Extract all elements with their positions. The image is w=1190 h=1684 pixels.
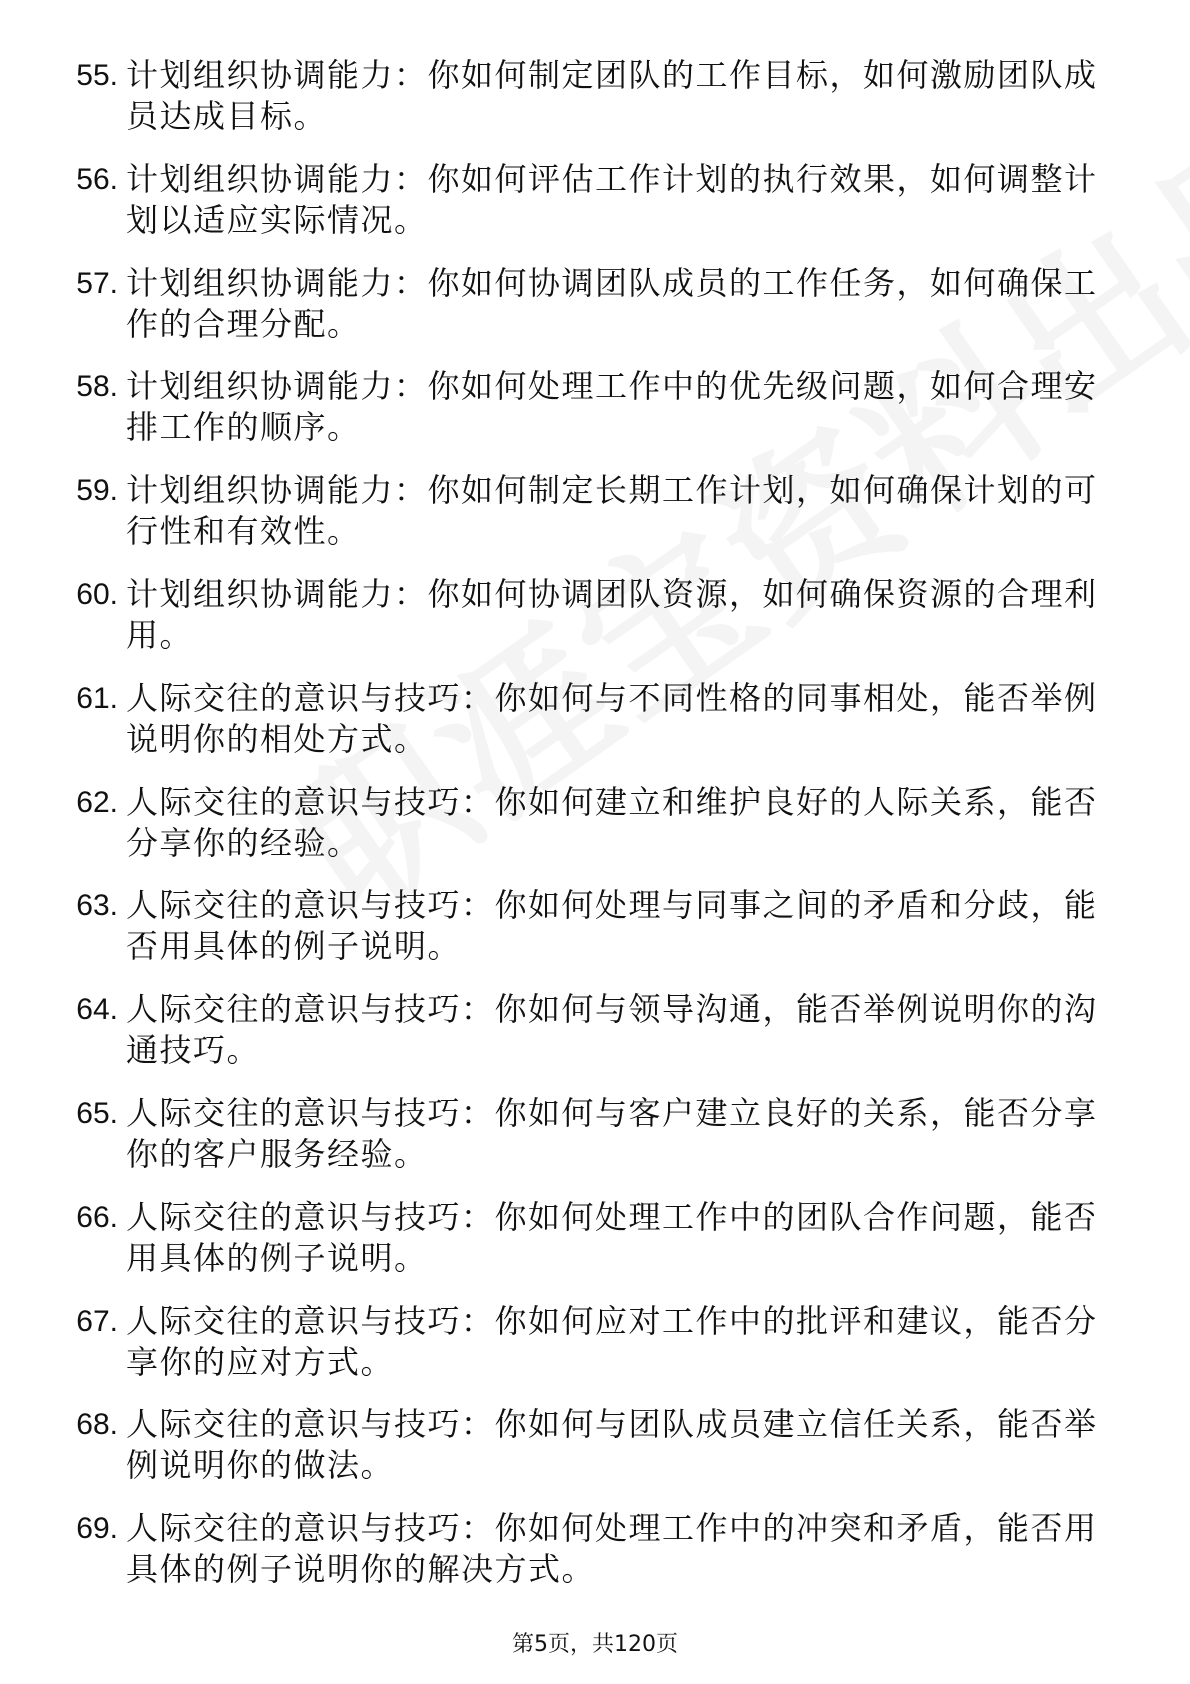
question-text: 人际交往的意识与技巧：你如何处理工作中的团队合作问题，能否用具体的例子说明。 <box>126 1197 1098 1277</box>
question-text: 人际交往的意识与技巧：你如何与客户建立良好的关系，能否分享你的客户服务经验。 <box>126 1093 1098 1173</box>
question-number: 56. <box>76 162 118 196</box>
question-number: 66. <box>76 1200 118 1234</box>
question-item <box>0 782 1190 864</box>
question-number: 62. <box>76 785 118 819</box>
question-item <box>0 1197 1190 1279</box>
question-item <box>0 263 1190 345</box>
question-text: 人际交往的意识与技巧：你如何应对工作中的批评和建议，能否分享你的应对方式。 <box>126 1301 1098 1381</box>
question-item <box>0 470 1190 552</box>
question-text: 人际交往的意识与技巧：你如何处理工作中的冲突和矛盾，能否用具体的例子说明你的解决方式。 <box>126 1509 1098 1589</box>
question-item <box>0 574 1190 656</box>
question-text: 计划组织协调能力：你如何协调团队成员的工作任务，如何确保工作的合理分配。 <box>126 263 1098 343</box>
question-item <box>0 989 1190 1071</box>
question-item <box>0 1093 1190 1175</box>
question-text: 计划组织协调能力：你如何制定团队的工作目标，如何激励团队成员达成目标。 <box>126 56 1098 135</box>
question-item <box>0 1508 1190 1590</box>
question-text: 人际交往的意识与技巧：你如何与领导沟通，能否举例说明你的沟通技巧。 <box>126 990 1098 1070</box>
question-text: 人际交往的意识与技巧：你如何与不同性格的同事相处，能否举例说明你的相处方式。 <box>126 678 1098 758</box>
question-number: 59. <box>76 474 118 508</box>
question-number: 60. <box>76 577 118 611</box>
question-text: 人际交往的意识与技巧：你如何建立和维护良好的人际关系，能否分享你的经验。 <box>126 782 1098 862</box>
question-text: 人际交往的意识与技巧：你如何处理与同事之间的矛盾和分歧，能否用具体的例子说明。 <box>126 886 1098 966</box>
question-item <box>0 366 1190 448</box>
question-text: 计划组织协调能力：你如何处理工作中的优先级问题，如何合理安排工作的顺序。 <box>126 367 1098 447</box>
question-number: 65. <box>76 1096 118 1130</box>
question-text: 计划组织协调能力：你如何制定长期工作计划，如何确保计划的可行性和有效性。 <box>126 471 1098 551</box>
question-number: 61. <box>76 681 118 715</box>
question-text: 人际交往的意识与技巧：你如何与团队成员建立信任关系，能否举例说明你的做法。 <box>126 1405 1098 1485</box>
question-number: 57. <box>76 266 118 300</box>
question-number: 55. <box>76 59 118 92</box>
question-text: 计划组织协调能力：你如何协调团队资源，如何确保资源的合理利用。 <box>126 574 1098 654</box>
question-number: 63. <box>76 889 118 923</box>
question-list <box>0 55 1190 1612</box>
question-item <box>0 885 1190 967</box>
question-item <box>0 159 1190 241</box>
question-text: 计划组织协调能力：你如何评估工作计划的执行效果，如何调整计划以适应实际情况。 <box>126 159 1098 239</box>
question-number: 68. <box>76 1408 118 1442</box>
question-number: 67. <box>76 1304 118 1338</box>
question-number: 64. <box>76 993 118 1027</box>
question-item <box>0 678 1190 760</box>
page-footer: 第5页，共120页 <box>512 1632 678 1657</box>
question-item <box>0 55 1190 137</box>
question-number: 69. <box>76 1512 118 1546</box>
question-item <box>0 1301 1190 1383</box>
question-item <box>0 1404 1190 1486</box>
question-number: 58. <box>76 370 118 404</box>
